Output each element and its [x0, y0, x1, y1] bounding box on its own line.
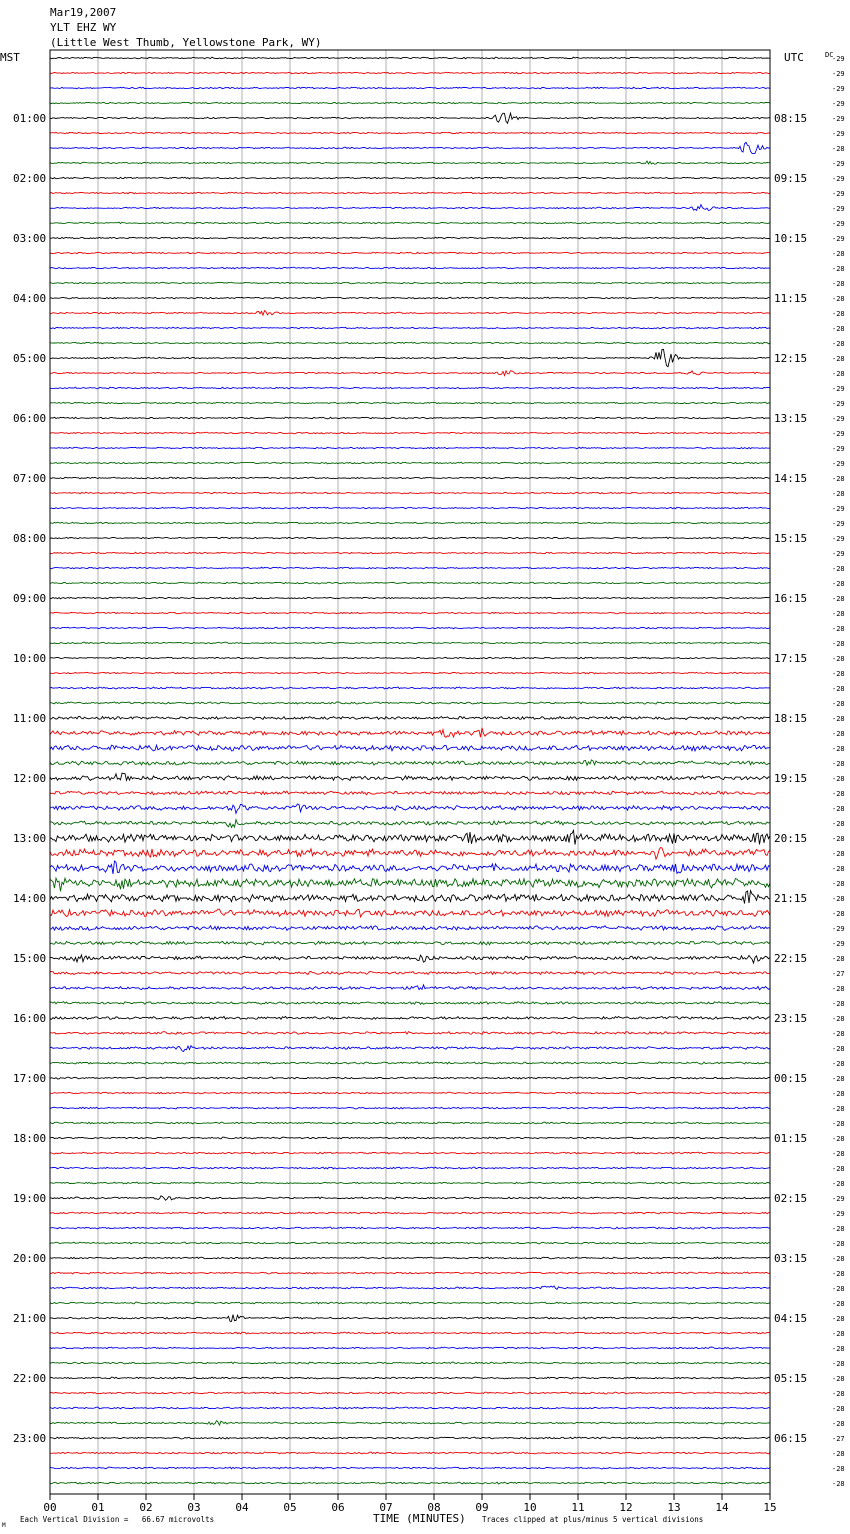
trace-row — [50, 1077, 770, 1079]
dc-offset: -28 — [832, 1480, 845, 1488]
dc-offset: -28 — [832, 1450, 845, 1458]
minute-gridlines — [98, 50, 722, 1494]
trace-row — [50, 909, 770, 917]
utc-label: 09:15 — [774, 172, 808, 185]
trace-row — [50, 1286, 770, 1290]
x-tick-label: 08 — [427, 1501, 441, 1514]
dc-offset: -29 — [832, 430, 845, 438]
trace-row — [50, 1257, 770, 1259]
mst-time-labels — [13, 112, 46, 1445]
trace-row — [50, 1062, 770, 1064]
dc-offset: -28 — [832, 1465, 845, 1473]
utc-label: 15:15 — [774, 532, 808, 545]
x-tick-label: 01 — [91, 1501, 105, 1514]
dc-offset: -28 — [832, 985, 845, 993]
x-tick-label: 06 — [331, 1501, 345, 1514]
mst-label: 20:00 — [13, 1252, 47, 1265]
mst-label: 19:00 — [13, 1192, 47, 1205]
dc-offset: -28 — [832, 1360, 845, 1368]
trace-row — [50, 612, 770, 614]
dc-offset: -28 — [832, 1180, 845, 1188]
trace-row — [50, 402, 770, 404]
dc-offset: -28 — [832, 880, 845, 888]
x-axis-label: TIME (MINUTES) — [373, 1512, 466, 1525]
trace-row — [50, 1122, 770, 1124]
dc-offset: -28 — [832, 1315, 845, 1323]
trace-row — [50, 687, 770, 689]
trace-row — [50, 237, 770, 239]
dc-offset: -29 — [832, 55, 845, 63]
trace-row — [50, 1377, 770, 1379]
trace-row — [50, 477, 770, 479]
trace-row — [50, 87, 770, 89]
dc-offset: -28 — [832, 1345, 845, 1353]
utc-label: 20:15 — [774, 832, 808, 845]
trace-row — [50, 1152, 770, 1154]
dc-offset: -28 — [832, 1300, 845, 1308]
trace-row — [50, 72, 770, 74]
header-date: Mar19,2007 — [50, 6, 117, 19]
dc-offset: -28 — [832, 1225, 845, 1233]
x-tick-label: 10 — [523, 1501, 537, 1514]
seismic-traces — [50, 57, 770, 1484]
x-tick-label: 09 — [475, 1501, 489, 1514]
dc-offset: -28 — [832, 745, 845, 753]
mst-label: 14:00 — [13, 892, 47, 905]
trace-row — [50, 985, 770, 990]
dc-offset: -28 — [832, 715, 845, 723]
trace-row — [50, 192, 770, 194]
trace-row — [50, 1437, 770, 1439]
trace-row — [50, 282, 770, 284]
dc-offset: -28 — [832, 820, 845, 828]
trace-row — [50, 387, 770, 389]
dc-offset: -28 — [832, 1105, 845, 1113]
utc-label: 03:15 — [774, 1252, 808, 1265]
dc-offset: -29 — [832, 1195, 845, 1203]
trace-row — [50, 830, 770, 844]
dc-offset: -28 — [832, 775, 845, 783]
dc-label: DC — [825, 51, 834, 59]
x-axis-ticks — [43, 1494, 776, 1514]
trace-row — [50, 861, 770, 874]
trace-row — [50, 342, 770, 344]
dc-offset: -28 — [832, 1375, 845, 1383]
trace-row — [50, 267, 770, 269]
mst-label: 12:00 — [13, 772, 47, 785]
x-tick-label: 15 — [763, 1501, 777, 1514]
dc-offset: -29 — [832, 100, 845, 108]
dc-offset: -29 — [832, 70, 845, 78]
utc-axis-label: UTC — [784, 51, 804, 64]
trace-row — [50, 327, 770, 329]
mst-label: 15:00 — [13, 952, 47, 965]
trace-row — [50, 1347, 770, 1349]
dc-offset: -27 — [832, 1435, 845, 1443]
dc-offset: -29 — [832, 415, 845, 423]
trace-row — [50, 349, 770, 366]
dc-offset: -28 — [832, 805, 845, 813]
trace-row — [50, 1002, 770, 1005]
trace-row — [50, 132, 770, 134]
trace-row — [50, 627, 770, 629]
dc-offset: -28 — [832, 250, 845, 258]
trace-row — [50, 926, 770, 931]
dc-offset: -29 — [832, 385, 845, 393]
trace-row — [50, 1467, 770, 1469]
dc-offset: -28 — [832, 1330, 845, 1338]
dc-offset: -29 — [832, 205, 845, 213]
utc-label: 00:15 — [774, 1072, 808, 1085]
trace-row — [50, 417, 770, 419]
dc-offset: -28 — [832, 145, 845, 153]
dc-offset: -28 — [832, 1060, 845, 1068]
dc-offset: -28 — [832, 310, 845, 318]
dc-offset: -28 — [832, 730, 845, 738]
utc-label: 02:15 — [774, 1192, 808, 1205]
dc-offset: -28 — [832, 1120, 845, 1128]
mst-label: 11:00 — [13, 712, 47, 725]
trace-row — [50, 177, 770, 179]
trace-row — [50, 432, 770, 434]
dc-offset: -28 — [832, 1420, 845, 1428]
x-tick-label: 04 — [235, 1501, 249, 1514]
dc-offset: -28 — [832, 955, 845, 963]
dc-offset: -29 — [832, 925, 845, 933]
dc-offset: -29 — [832, 160, 845, 168]
trace-row — [50, 955, 770, 963]
mst-label: 08:00 — [13, 532, 47, 545]
utc-label: 23:15 — [774, 1012, 808, 1025]
dc-offset: -28 — [832, 835, 845, 843]
dc-offset: -28 — [832, 760, 845, 768]
trace-row — [50, 1032, 770, 1035]
trace-row — [50, 537, 770, 539]
dc-offset: -29 — [832, 115, 845, 123]
dc-offset: -28 — [832, 1015, 845, 1023]
dc-offset: -29 — [832, 85, 845, 93]
mst-label: 10:00 — [13, 652, 47, 665]
trace-row — [50, 891, 770, 904]
trace-row — [50, 773, 770, 780]
utc-label: 16:15 — [774, 592, 808, 605]
trace-row — [50, 297, 770, 299]
trace-row — [50, 728, 770, 738]
trace-row — [50, 371, 770, 376]
trace-row — [50, 161, 770, 164]
trace-row — [50, 57, 770, 59]
trace-row — [50, 642, 770, 644]
header-station: YLT EHZ WY — [50, 21, 117, 34]
utc-label: 22:15 — [774, 952, 808, 965]
trace-row — [50, 848, 770, 860]
dc-offset: -28 — [832, 475, 845, 483]
dc-offset: -29 — [832, 190, 845, 198]
trace-row — [50, 142, 770, 153]
trace-row — [50, 804, 770, 814]
trace-row — [50, 462, 770, 464]
mst-label: 05:00 — [13, 352, 47, 365]
dc-offset: -28 — [832, 1270, 845, 1278]
trace-row — [50, 252, 770, 254]
trace-row — [50, 1302, 770, 1304]
dc-offset: -28 — [832, 655, 845, 663]
dc-offset: -28 — [832, 1285, 845, 1293]
clip-note: Traces clipped at plus/minus 5 vertical divisions — [482, 1515, 704, 1524]
trace-row — [50, 1196, 770, 1200]
trace-row — [50, 1227, 770, 1229]
dc-offset: -28 — [832, 625, 845, 633]
trace-row — [50, 1421, 770, 1425]
dc-offset: -29 — [832, 220, 845, 228]
trace-row — [50, 113, 770, 123]
trace-row — [50, 760, 770, 765]
dc-offset: -28 — [832, 865, 845, 873]
mst-label: 16:00 — [13, 1012, 47, 1025]
dc-offset: -29 — [832, 1210, 845, 1218]
x-tick-label: 11 — [571, 1501, 585, 1514]
trace-row — [50, 1046, 770, 1052]
trace-row — [50, 820, 770, 828]
trace-row — [50, 597, 770, 599]
dc-offset: -28 — [832, 490, 845, 498]
x-tick-label: 03 — [187, 1501, 201, 1514]
trace-row — [50, 941, 770, 945]
trace-row — [50, 582, 770, 584]
mst-label: 18:00 — [13, 1132, 47, 1145]
trace-row — [50, 1332, 770, 1334]
dc-offset: -28 — [832, 580, 845, 588]
trace-row — [50, 522, 770, 524]
utc-label: 10:15 — [774, 232, 808, 245]
dc-offset: -28 — [832, 1090, 845, 1098]
dc-offset-labels — [832, 55, 845, 1488]
dc-offset: -28 — [832, 1045, 845, 1053]
mst-label: 07:00 — [13, 472, 47, 485]
trace-row — [50, 672, 770, 674]
mst-label: 13:00 — [13, 832, 47, 845]
trace-row — [50, 1107, 770, 1109]
dc-offset: -28 — [832, 910, 845, 918]
mst-label: 23:00 — [13, 1432, 47, 1445]
dc-offset: -29 — [832, 940, 845, 948]
trace-row — [50, 1212, 770, 1214]
trace-row — [50, 1362, 770, 1364]
trace-row — [50, 657, 770, 659]
plot-frame — [50, 50, 770, 1494]
x-tick-label: 02 — [139, 1501, 153, 1514]
utc-label: 04:15 — [774, 1312, 808, 1325]
mst-label: 17:00 — [13, 1072, 47, 1085]
mst-label: 02:00 — [13, 172, 47, 185]
x-tick-label: 00 — [43, 1501, 57, 1514]
dc-offset: -28 — [832, 355, 845, 363]
dc-offset: -29 — [832, 235, 845, 243]
dc-offset: -28 — [832, 670, 845, 678]
utc-label: 14:15 — [774, 472, 808, 485]
dc-offset: -28 — [832, 280, 845, 288]
mst-axis-label: MST — [0, 51, 20, 64]
dc-offset: -27 — [832, 970, 845, 978]
utc-label: 11:15 — [774, 292, 808, 305]
dc-offset: -28 — [832, 1240, 845, 1248]
dc-offset: -28 — [832, 1255, 845, 1263]
dc-offset: -28 — [832, 565, 845, 573]
mst-label: 22:00 — [13, 1372, 47, 1385]
trace-row — [50, 1407, 770, 1409]
trace-row — [50, 222, 770, 224]
utc-label: 08:15 — [774, 112, 808, 125]
trace-row — [50, 1392, 770, 1394]
trace-row — [50, 552, 770, 554]
dc-offset: -28 — [832, 700, 845, 708]
utc-label: 21:15 — [774, 892, 808, 905]
trace-row — [50, 791, 770, 795]
utc-label: 18:15 — [774, 712, 808, 725]
utc-label: 13:15 — [774, 412, 808, 425]
trace-row — [50, 447, 770, 449]
trace-row — [50, 1167, 770, 1169]
dc-offset: -28 — [832, 1075, 845, 1083]
utc-label: 12:15 — [774, 352, 808, 365]
dc-offset: -29 — [832, 550, 845, 558]
dc-offset: -28 — [832, 295, 845, 303]
mst-label: 04:00 — [13, 292, 47, 305]
utc-label: 17:15 — [774, 652, 808, 665]
dc-offset: -29 — [832, 535, 845, 543]
x-tick-label: 14 — [715, 1501, 729, 1514]
dc-offset: -28 — [832, 1150, 845, 1158]
utc-label: 01:15 — [774, 1132, 808, 1145]
mst-label: 06:00 — [13, 412, 47, 425]
utc-label: 19:15 — [774, 772, 808, 785]
dc-offset: -28 — [832, 685, 845, 693]
dc-offset: -29 — [832, 400, 845, 408]
dc-offset: -28 — [832, 640, 845, 648]
dc-offset: -28 — [832, 1000, 845, 1008]
trace-row — [50, 205, 770, 211]
utc-time-labels — [774, 112, 807, 1445]
trace-row — [50, 1182, 770, 1184]
mst-label: 01:00 — [13, 112, 47, 125]
dc-offset: -28 — [832, 595, 845, 603]
dc-offset: -28 — [832, 1030, 845, 1038]
dc-offset: -28 — [832, 850, 845, 858]
dc-offset: -29 — [832, 505, 845, 513]
dc-offset: -28 — [832, 370, 845, 378]
header-location: (Little West Thumb, Yellowstone Park, WY) — [50, 36, 322, 49]
dc-offset: -28 — [832, 340, 845, 348]
trace-row — [50, 1016, 770, 1019]
dc-offset: -28 — [832, 895, 845, 903]
x-tick-label: 12 — [619, 1501, 633, 1514]
trace-row — [50, 567, 770, 569]
corner-mark: M — [2, 1522, 6, 1529]
trace-row — [50, 878, 770, 891]
x-tick-label: 07 — [379, 1501, 393, 1514]
dc-offset: -28 — [832, 1405, 845, 1413]
trace-row — [50, 1315, 770, 1322]
dc-offset: -29 — [832, 460, 845, 468]
dc-offset: -29 — [832, 130, 845, 138]
mst-label: 03:00 — [13, 232, 47, 245]
dc-offset: -28 — [832, 265, 845, 273]
dc-offset: -29 — [832, 175, 845, 183]
dc-offset: -28 — [832, 1390, 845, 1398]
dc-offset: -28 — [832, 1135, 845, 1143]
trace-row — [50, 492, 770, 494]
trace-row — [50, 102, 770, 104]
trace-row — [50, 745, 770, 751]
x-tick-label: 13 — [667, 1501, 681, 1514]
utc-label: 05:15 — [774, 1372, 808, 1385]
trace-row — [50, 1452, 770, 1454]
dc-offset: -28 — [832, 325, 845, 333]
utc-label: 06:15 — [774, 1432, 808, 1445]
mst-label: 21:00 — [13, 1312, 47, 1325]
dc-offset: -29 — [832, 445, 845, 453]
trace-row — [50, 1137, 770, 1139]
trace-row — [50, 507, 770, 509]
dc-offset: -28 — [832, 790, 845, 798]
trace-row — [50, 1242, 770, 1244]
trace-row — [50, 1092, 770, 1094]
dc-offset: -29 — [832, 520, 845, 528]
trace-row — [50, 717, 770, 720]
mst-label: 09:00 — [13, 592, 47, 605]
dc-offset: -28 — [832, 1165, 845, 1173]
trace-row — [50, 702, 770, 704]
x-tick-label: 05 — [283, 1501, 297, 1514]
trace-row — [50, 1272, 770, 1274]
scale-note: Each Vertical Division = 66.67 microvolts — [20, 1515, 215, 1524]
dc-offset: -28 — [832, 610, 845, 618]
trace-row — [50, 971, 770, 974]
trace-row — [50, 311, 770, 316]
trace-row — [50, 1482, 770, 1484]
